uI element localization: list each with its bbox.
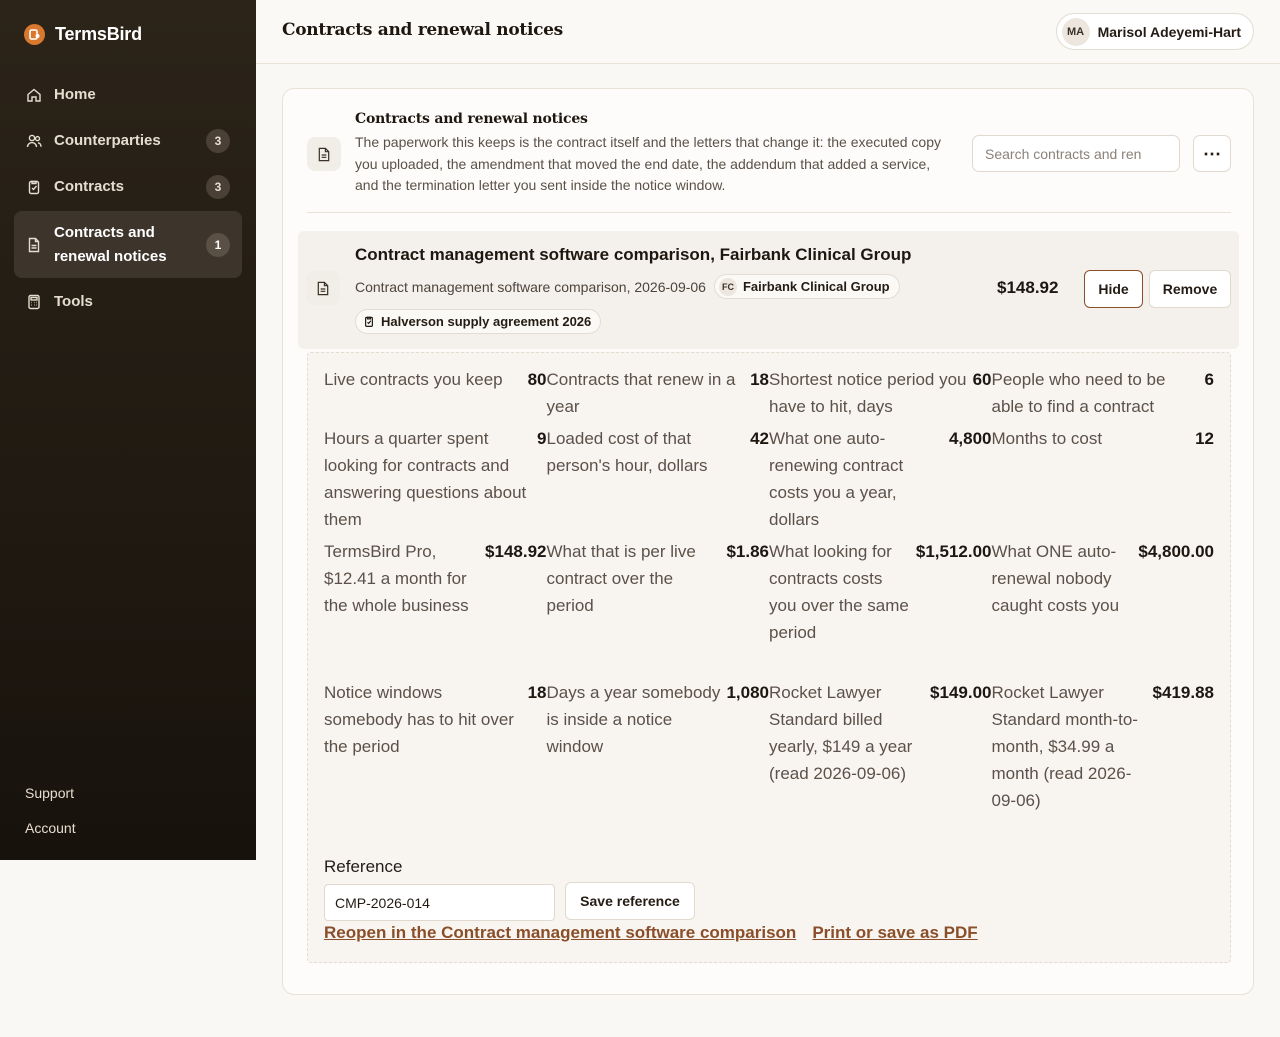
sidebar-item-label: Tools [54,293,93,310]
stat-item [769,538,992,679]
avatar: MA [1062,18,1090,46]
stat-label: People who need to be able to find a contract [991,370,1166,416]
stat-label: Loaded cost of that person's hour, dollars [546,429,708,475]
entry-meta [355,274,900,299]
stat-value: 18 [527,683,547,702]
stat-value: 6 [1204,370,1214,389]
stat-label: What one auto-renewing contract costs you a year, dollars [769,429,904,529]
entry-details [307,352,1231,963]
home-icon [26,87,42,103]
stat-label: Rocket Lawyer Standard billed yearly, $149 a year (read 2026-09-06) [769,683,913,783]
stats-row [324,538,1214,679]
calculator-icon [26,294,42,310]
sidebar-item-label: Contracts [54,178,125,195]
entry-title: Contract management software comparison, Fairbank Clinical Group [355,245,912,264]
count-badge: 1 [206,233,230,257]
stat-value: $4,800.00 [1138,542,1214,561]
stat-label: Live contracts you keep [324,370,503,389]
entry-price: $148.92 [997,278,1059,297]
stat-label: TermsBird Pro, $12.41 a month for the whole business [324,542,469,615]
stat-value: $419.88 [1152,683,1214,702]
stat-label: Contracts that renew in a year [546,370,736,416]
stat-value: $1,512.00 [915,542,992,561]
sidebar-item-contracts[interactable] [14,164,242,210]
sidebar-nav [14,72,242,325]
stats-row [324,366,1214,425]
stat-label: What that is per live contract over the period [546,542,696,615]
notice-entry [298,231,1239,349]
stat-item [324,679,547,846]
card-header [307,109,1231,213]
count-badge: 3 [206,129,230,153]
remove-button[interactable]: Remove [1149,270,1231,308]
save-reference-button[interactable]: Save reference [565,882,695,920]
stat-item [769,366,992,425]
stat-label: Notice windows somebody has to hit over the period [324,683,514,756]
stat-item [992,679,1215,846]
stat-value: 60 [972,370,992,389]
stat-value: $1.86 [726,542,769,561]
stat-label: Rocket Lawyer Standard month-to-month, $34.99 a month (read 2026-09-06) [991,683,1138,810]
stat-label: What ONE auto-renewal nobody caught costs you [991,542,1120,615]
stats-row [324,425,1214,538]
page-title: Contracts and renewal notices [282,20,563,40]
reference-input[interactable] [324,884,555,921]
contract-tag[interactable] [355,309,601,334]
sidebar-footer [25,782,76,852]
user-menu[interactable] [1056,13,1254,50]
sidebar-item-contracts-and-renewal-notices[interactable] [14,211,242,278]
support-link[interactable]: Support [25,785,75,801]
print-pdf-link[interactable]: Print or save as PDF [812,923,978,942]
reopen-comparison-link[interactable]: Reopen in the Contract management software comparison [324,923,797,942]
sidebar-item-label: Contracts and renewal notices [54,223,167,265]
stat-item [324,538,547,679]
termsbird-logo-icon [24,24,45,45]
sidebar-item-home[interactable] [14,72,242,118]
section-title: Contracts and renewal notices [355,111,588,127]
brand-name: TermsBird [55,24,142,44]
search-input[interactable] [972,135,1180,172]
stat-item [324,425,547,538]
document-icon [307,137,341,171]
top-bar [256,0,1280,64]
stat-item [324,366,547,425]
users-icon [26,133,42,149]
section-description: The paperwork this keeps is the contract itself and the letters that change it: the executed copy you uploaded, the amendment that moved the end date, the addendum that added a service, and the termination letter you sent inside the notice window. [355,134,941,193]
counterparty-avatar: FC [719,278,737,296]
stat-item [769,425,992,538]
entry-subtitle: Contract management software comparison, 2026-09-06 [355,278,706,295]
stat-value: $149.00 [930,683,992,702]
stat-label: Months to cost [991,429,1103,448]
stat-item [992,538,1215,679]
contract-name: Halverson supply agreement 2026 [381,314,592,329]
main-card [282,88,1254,995]
counterparty-tag[interactable] [714,274,900,299]
hide-button[interactable]: Hide [1084,270,1143,308]
stat-value: 18 [750,370,769,389]
stats-grid [324,366,1214,846]
sidebar-item-tools[interactable] [14,279,242,325]
clipboard-icon [360,315,375,328]
stat-value: 42 [750,429,769,448]
user-name: Marisol Adeyemi-Hart [1097,23,1241,40]
count-badge: 3 [206,175,230,199]
stat-value: 80 [527,370,547,389]
stat-label: Shortest notice period you have to hit, days [769,370,967,416]
brand[interactable] [24,24,142,45]
reference-label: Reference [324,857,403,876]
stat-label: Hours a quarter spent looking for contracts and answering questions about them [324,429,527,529]
stat-value: 4,800 [948,429,992,448]
stat-value: 9 [537,429,547,448]
stat-label: What looking for contracts costs you over the same period [769,542,909,642]
document-icon [306,271,340,305]
stat-item [992,425,1215,538]
stat-value: $148.92 [485,542,547,561]
stat-item [547,679,770,846]
counterparty-name: Fairbank Clinical Group [742,279,890,294]
sidebar-item-label: Counterparties [54,132,161,149]
stat-item [547,366,770,425]
sidebar-item-counterparties[interactable] [14,118,242,164]
stat-item [992,366,1215,425]
stats-row [324,679,1214,846]
stat-value: 12 [1195,429,1214,448]
document-icon [26,237,42,253]
stat-item [547,538,770,679]
stat-label: Days a year somebody is inside a notice window [546,683,721,756]
stat-item [547,425,770,538]
entry-links [324,923,978,943]
account-link[interactable]: Account [25,820,76,836]
sidebar-item-label: Home [54,86,96,103]
clipboard-icon [26,179,42,195]
stat-item [769,679,992,846]
stat-value: 1,080 [726,683,769,702]
sidebar [0,0,256,860]
more-options-button[interactable]: ⋯ [1193,135,1231,172]
